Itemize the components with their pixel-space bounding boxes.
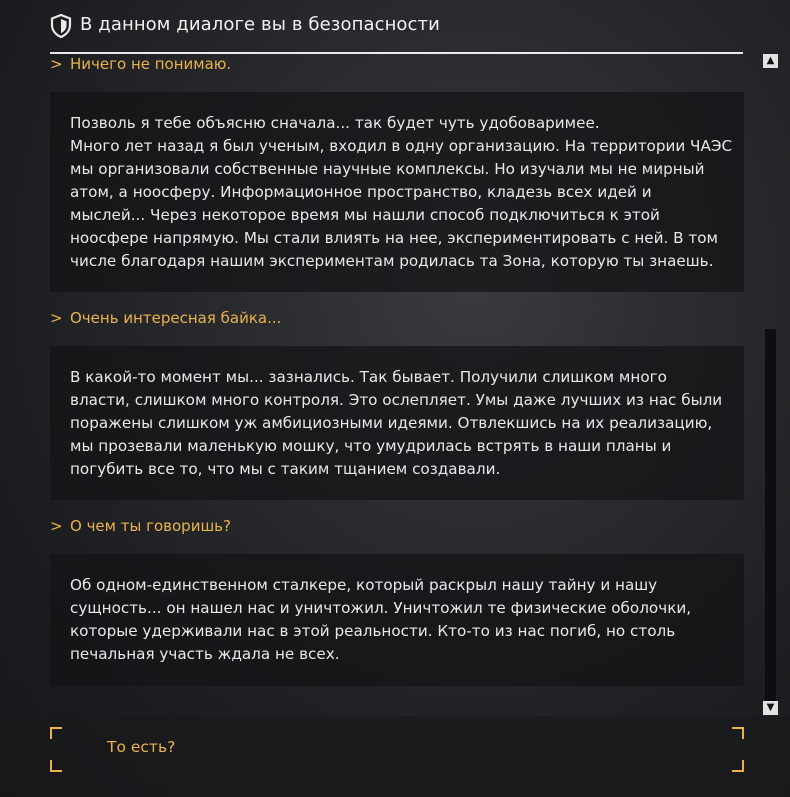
shield-check-icon (50, 14, 72, 38)
choice-marker: > (50, 309, 63, 327)
choice-text: Ничего не понимаю. (70, 55, 232, 73)
dialogue-scrollbar[interactable] (763, 54, 778, 716)
dialogue-log[interactable] (50, 54, 744, 714)
npc-reply (50, 92, 744, 292)
reply-line: погубить все то, что мы с таким тщанием создавали. (70, 460, 501, 478)
choice-text: Очень интересная байка... (70, 309, 282, 327)
reply-line: мы прозевали маленькую мошку, что умудрилась встрять в наши планы и (70, 437, 672, 455)
corner-bracket (50, 760, 62, 772)
npc-reply (50, 346, 744, 500)
reply-line: мы организовали собственные научные комплексы. Но изучали мы не мирный (70, 160, 705, 178)
scrollbar-thumb[interactable] (765, 329, 776, 701)
reply-line: Много лет назад я был ученым, входил в одну организацию. На территории ЧАЭС (70, 137, 733, 155)
reply-line: В какой-то момент мы... зазнались. Так бывает. Получили слишком много (70, 368, 667, 386)
chevron-down-icon: ▼ (766, 702, 775, 713)
dialog-title: В данном диалоге вы в безопасности (80, 14, 440, 35)
reply-line: сущность... он нашел нас и уничтожил. Уничтожил те физические оболочки, (70, 599, 692, 617)
reply-line: Об одном-единственном сталкере, который раскрыл нашу тайну и нашу (70, 576, 658, 594)
answer-panel (0, 716, 790, 797)
dialog-header (50, 8, 743, 54)
reply-line: печальная участь ждала не всех. (70, 645, 340, 663)
scroll-down-button[interactable] (763, 701, 778, 715)
corner-bracket (50, 727, 62, 739)
corner-bracket (732, 727, 744, 739)
reply-line: атом, а ноосферу. Информационное пространство, кладезь всех идей и (70, 183, 652, 201)
answer-option[interactable]: То есть? (107, 738, 176, 756)
reply-line: власти, слишком много контроля. Это ослепляет. Умы даже лучших из нас были (70, 391, 723, 409)
reply-line: числе благодаря нашим экспериментам родилась та Зона, которую ты знаешь. (70, 252, 714, 270)
choice-marker: > (50, 55, 63, 73)
chevron-up-icon: ▲ (766, 55, 775, 66)
choice-text: О чем ты говоришь? (70, 517, 231, 535)
reply-line: Позволь я тебе объясню сначала... так будет чуть удобоваримее. (70, 114, 600, 132)
choice-marker: > (50, 517, 63, 535)
npc-reply (50, 554, 744, 686)
reply-line: мыслей... Через некоторое время мы нашли способ подключиться к этой (70, 206, 660, 224)
corner-bracket (732, 760, 744, 772)
scrollbar-track[interactable] (763, 69, 778, 701)
reply-line: поражены слишком уж амбициозными идеями. Отвлекшись на их реализацию, (70, 414, 713, 432)
reply-line: ноосфере напрямую. Мы стали влиять на нее, экспериментировать с ней. В том (70, 229, 719, 247)
scroll-up-button[interactable] (763, 54, 778, 68)
reply-line: которые удерживали нас в этой реальности. Кто-то из нас погиб, но столь (70, 622, 676, 640)
